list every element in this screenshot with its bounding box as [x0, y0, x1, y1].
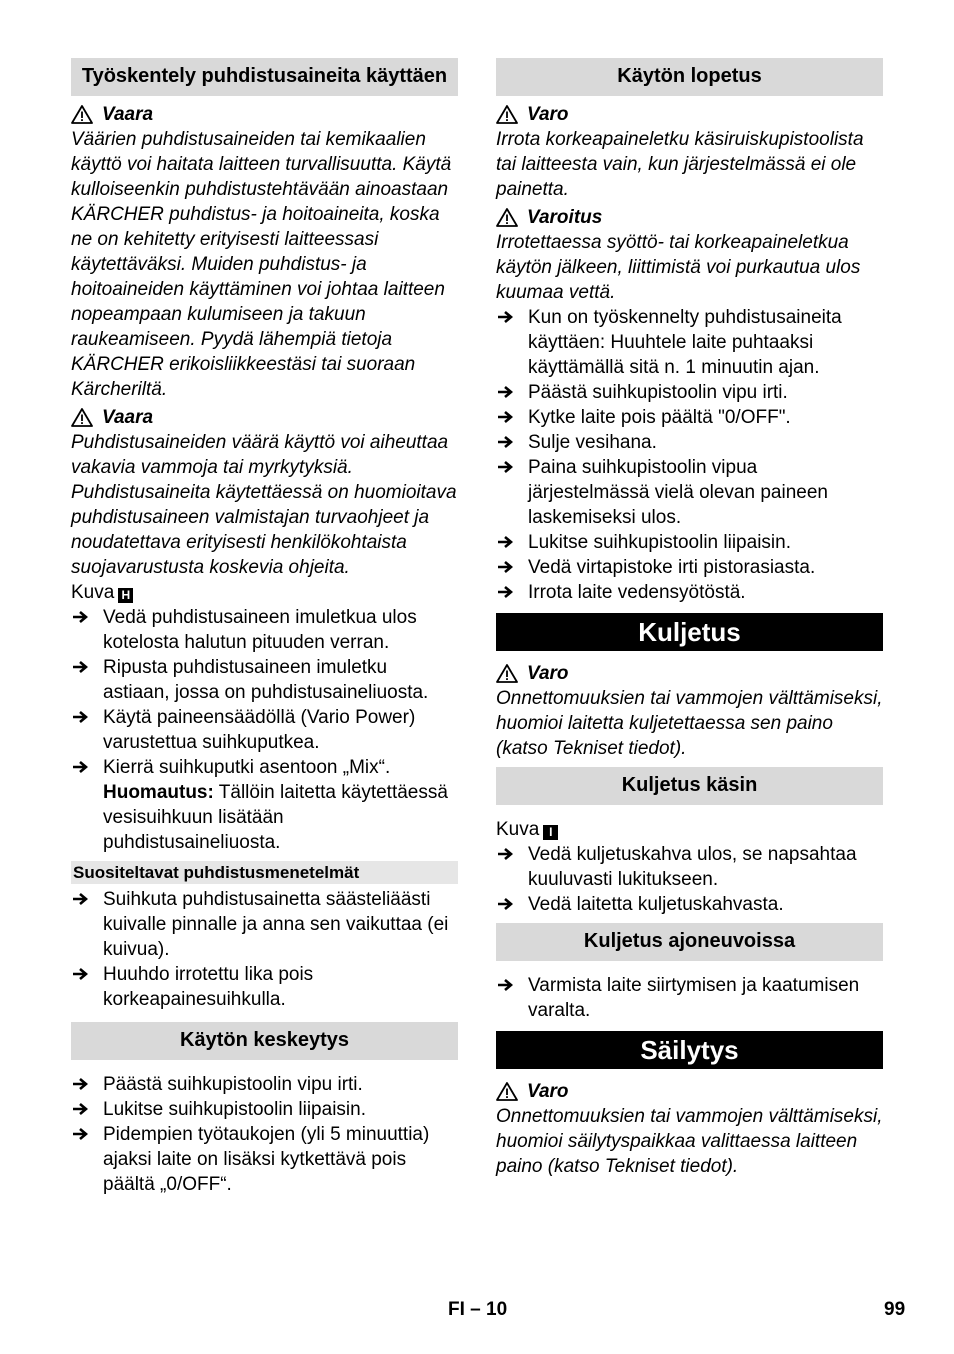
- danger-notice-2: [71, 405, 458, 430]
- heading-end-of-use: Käytön lopetus: [496, 58, 883, 96]
- arrow-right-icon: [497, 535, 513, 549]
- right-column: [496, 58, 883, 1179]
- arrow-right-icon: [497, 978, 513, 992]
- arrow-right-icon: [72, 610, 88, 624]
- list-item: Pidempien työtaukojen (yli 5 minuuttia) ajaksi laite on lisäksi kytkettävä pois päältä „0/OFF“.: [71, 1122, 458, 1197]
- danger-title: Vaara: [102, 104, 154, 125]
- list-item: Huuhdo irrotettu lika pois korkeapainesuihkulla.: [71, 962, 458, 1012]
- list-item: Ripusta puhdistusaineen imuletku astiaan, jossa on puhdistusaineliuosta.: [71, 655, 458, 705]
- page-number: 99: [884, 1299, 906, 1320]
- end-of-use-steps: [496, 305, 883, 605]
- arrow-right-icon: [497, 385, 513, 399]
- caution-title: Varo: [527, 104, 569, 125]
- list-item: Päästä suihkupistoolin vipu irti.: [71, 1072, 458, 1097]
- caution-title: Varo: [527, 663, 569, 684]
- arrow-right-icon: [497, 847, 513, 861]
- danger-notice-1: [71, 102, 458, 127]
- heading-transport-by-hand: Kuljetus käsin: [496, 767, 883, 805]
- arrow-right-icon: [497, 310, 513, 324]
- heading-interruption: Käytön keskeytys: [71, 1022, 458, 1060]
- list-item: Vedä kuljetuskahva ulos, se napsahtaa kuuluvasti lukitukseen.: [496, 842, 883, 892]
- list-item: Suihkuta puhdistusainetta säästeliäästi kuivalle pinnalle ja anna sen vaikuttaa (ei kuivua).: [71, 887, 458, 962]
- danger-text-1: Väärien puhdistusaineiden tai kemikaalien käyttö voi haitata laitteen turvallisuutta. Käytä kulloiseenkin puhdistustehtävään ainoastaan KÄRCHER puhdistus- ja hoitoaineita, koska ne on kehitetty erityisesti laitteessasi käytettäväksi. Muiden puhdistus- ja hoitoaineiden käyttäminen voi johtaa laitteen nopeampaan kulumiseen ja takuun raukeamiseen. Pyydä lähempiä tietoja KÄRCHER erikoisliikkeestäsi tai suoraan Kärcheriltä.: [71, 129, 452, 400]
- warning-triangle-icon: [71, 105, 93, 124]
- list-item: Kun on työskennelty puhdistusaineita käyttäen: Huuhtele laite puhtaaksi käyttämällä sitä n. 1 minuutin ajan.: [496, 305, 883, 380]
- arrow-right-icon: [72, 710, 88, 724]
- language-page-code: FI – 10: [448, 1299, 508, 1320]
- heading-transport-in-vehicles: Kuljetus ajoneuvoissa: [496, 923, 883, 961]
- transport-hand-steps: [496, 842, 883, 917]
- list-item: Varmista laite siirtymisen ja kaatumisen varalta.: [496, 973, 883, 1023]
- note-text: Tällöin laitetta käytettäessä vesisuihkuun lisätään puhdistusaineliuosta.: [103, 782, 448, 853]
- arrow-right-icon: [72, 660, 88, 674]
- arrow-right-icon: [497, 460, 513, 474]
- figure-reference: Kuva I: [496, 817, 883, 842]
- list-item: Käytä paineensäädöllä (Vario Power) varustettua suihkuputkea.: [71, 705, 458, 755]
- list-item: Sulje vesihana.: [496, 430, 883, 455]
- figure-letter-badge: H: [118, 588, 133, 603]
- heading-recommended-methods: Suositeltavat puhdistusmenetelmät: [71, 861, 458, 884]
- arrow-right-icon: [497, 560, 513, 574]
- method-steps: [71, 887, 458, 1012]
- list-item: Vedä virtapistoke irti pistorasiasta.: [496, 555, 883, 580]
- caution-title: Varo: [527, 1081, 569, 1102]
- warning-triangle-icon: [496, 105, 518, 124]
- list-item: Päästä suihkupistoolin vipu irti.: [496, 380, 883, 405]
- arrow-right-icon: [72, 1127, 88, 1141]
- caution-text-transport: Onnettomuuksien tai vammojen välttämiseksi, huomioi laitetta kuljetettaessa sen paino (katso Tekniset tiedot).: [496, 688, 883, 759]
- heading-cleaning-agents: Työskentely puhdistusaineita käyttäen: [71, 58, 458, 96]
- figure-reference: Kuva H: [71, 580, 458, 605]
- warning-text: Irrotettaessa syöttö- tai korkeapaineletkua käytön jälkeen, liittimistä voi purkautua ulos kuumaa vettä.: [496, 232, 861, 303]
- figure-letter-badge: I: [543, 825, 558, 840]
- arrow-right-icon: [497, 897, 513, 911]
- arrow-right-icon: [72, 892, 88, 906]
- danger-title: Vaara: [102, 407, 154, 428]
- warning-triangle-icon: [496, 208, 518, 227]
- list-item: Kytke laite pois päältä "0/OFF".: [496, 405, 883, 430]
- caution-notice-storage: [496, 1079, 883, 1104]
- list-item: Vedä laitetta kuljetuskahvasta.: [496, 892, 883, 917]
- warning-triangle-icon: [496, 1082, 518, 1101]
- list-item: Paina suihkupistoolin vipua järjestelmässä vielä olevan paineen laskemiseksi ulos.: [496, 455, 883, 530]
- caution-text-storage: Onnettomuuksien tai vammojen välttämiseksi, huomioi säilytyspaikkaa valittaessa laitteen paino (katso Tekniset tiedot).: [496, 1106, 883, 1177]
- interruption-steps: [71, 1072, 458, 1197]
- caution-text-1: Irrota korkeapaineletku käsiruiskupistoolista tai laitteesta vain, kun järjestelmässä ei ole painetta.: [496, 129, 864, 200]
- transport-vehicle-steps: [496, 973, 883, 1023]
- danger-text-2: Puhdistusaineiden väärä käyttö voi aiheuttaa vakavia vammoja tai myrkytyksiä. Puhdistusaineita käytettäessä on huomioitava puhdistusaineen valmistajan turvaohjeet ja noudatettava erityisesti henkilökohtaista suojavarustusta koskevia ohjeita.: [71, 432, 457, 578]
- list-item: Irrota laite vedensyötöstä.: [496, 580, 883, 605]
- list-item: Lukitse suihkupistoolin liipaisin.: [71, 1097, 458, 1122]
- warning-notice: [496, 205, 883, 230]
- arrow-right-icon: [72, 1102, 88, 1116]
- left-column: [71, 58, 458, 1197]
- arrow-right-icon: [72, 967, 88, 981]
- list-item: Vedä puhdistusaineen imuletkua ulos kotelosta halutun pituuden verran.: [71, 605, 458, 655]
- cleaning-steps: [71, 605, 458, 855]
- caution-notice-1: [496, 102, 883, 127]
- arrow-right-icon: [72, 1077, 88, 1091]
- warning-triangle-icon: [496, 664, 518, 683]
- warning-triangle-icon: [71, 408, 93, 427]
- list-item: Lukitse suihkupistoolin liipaisin.: [496, 530, 883, 555]
- arrow-right-icon: [497, 435, 513, 449]
- caution-notice-transport: [496, 661, 883, 686]
- heading-storage: Säilytys: [496, 1031, 883, 1069]
- note-label: Huomautus:: [103, 782, 214, 803]
- arrow-right-icon: [497, 410, 513, 424]
- arrow-right-icon: [72, 760, 88, 774]
- warning-title: Varoitus: [527, 207, 603, 228]
- list-item: Kierrä suihkuputki asentoon „Mix“. Huomautus: Tällöin laitetta käytettäessä vesisuihkuun lisätään puhdistusaineliuosta.: [71, 755, 458, 855]
- arrow-right-icon: [497, 585, 513, 599]
- heading-transport: Kuljetus: [496, 613, 883, 651]
